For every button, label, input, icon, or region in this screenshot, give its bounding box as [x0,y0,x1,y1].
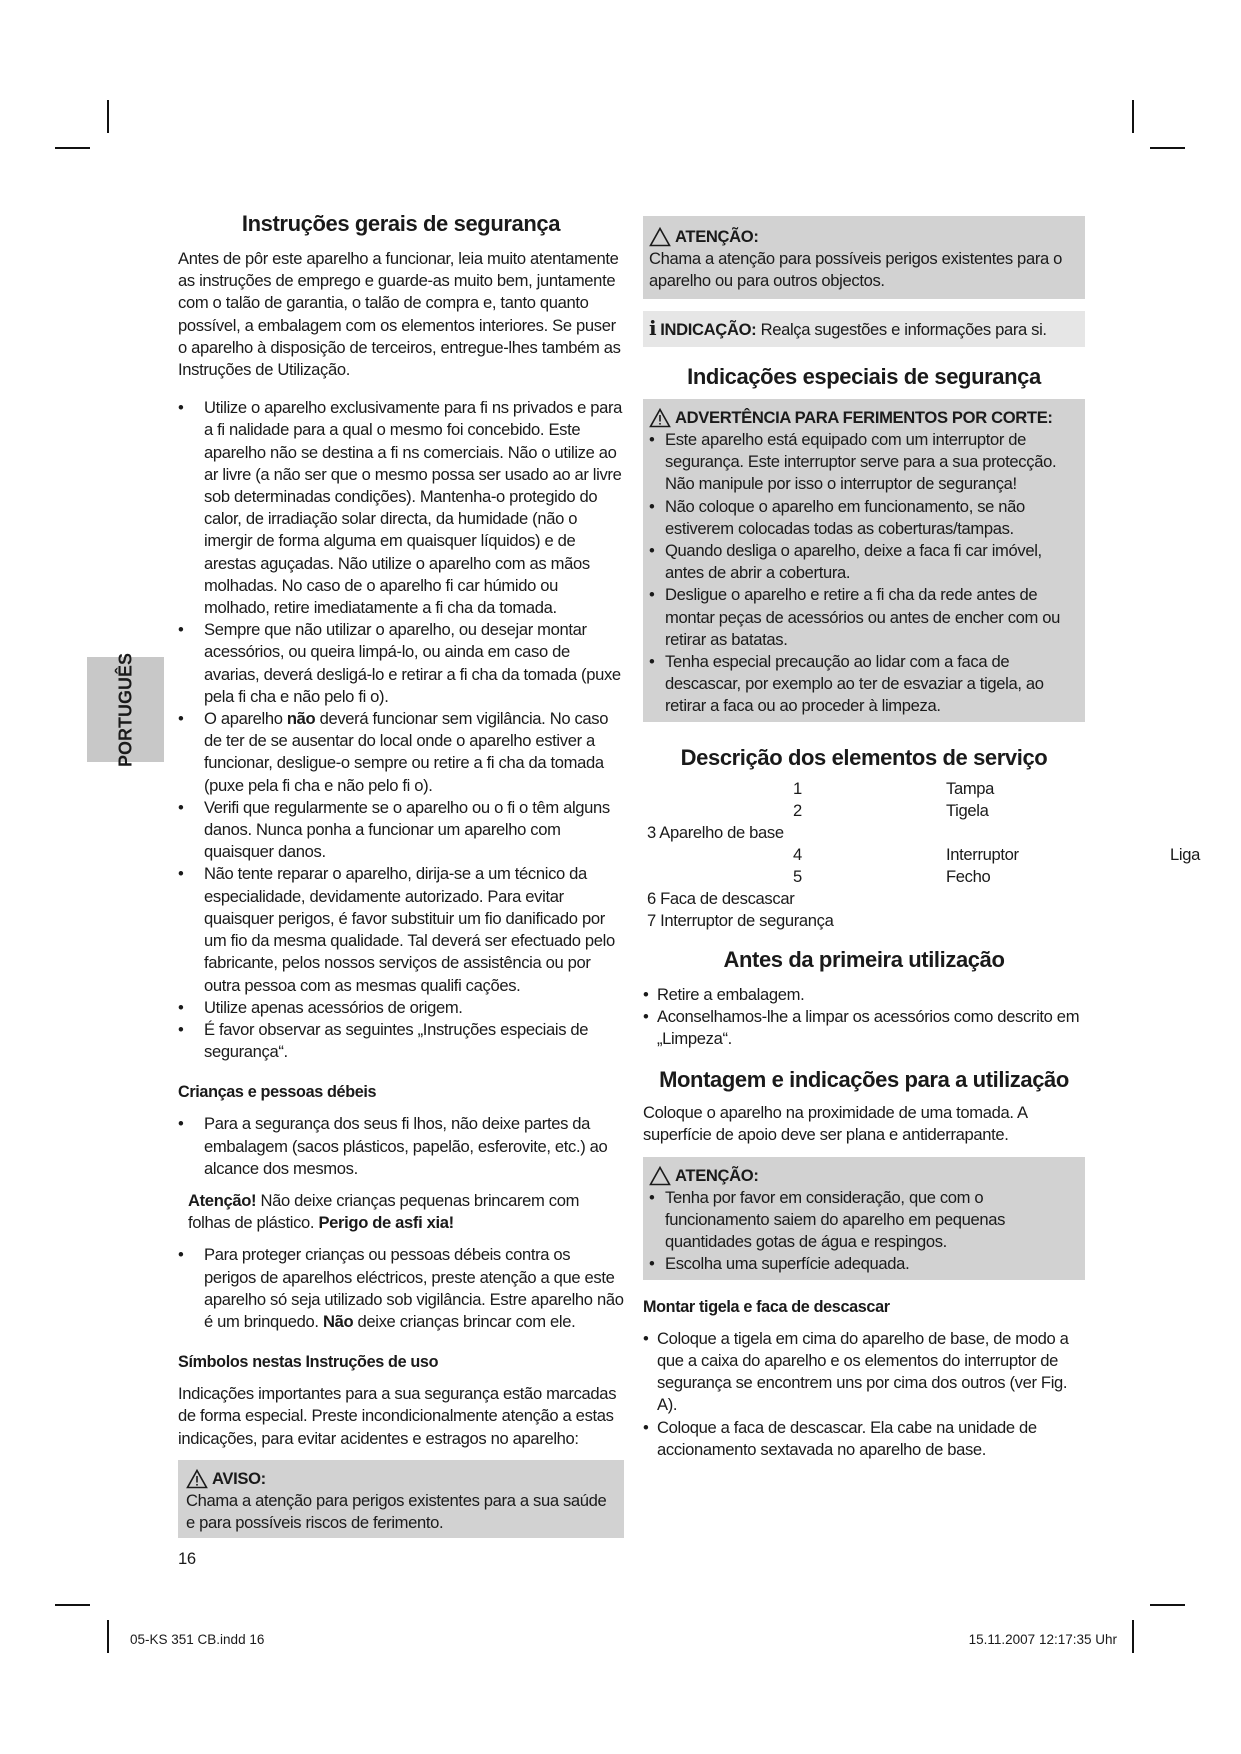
list-item: • Aconselhamos-lhe a limpar os acessórios como descrito em „Limpeza“. [643,1006,1085,1050]
language-tab [87,652,164,767]
aviso-text: Chama a atenção para perigos existentes para a sua saúde e para possíveis riscos de ferimento. [186,1490,607,1533]
children-list-2 [178,1244,624,1333]
caution-triangle-icon [649,227,671,247]
part-number: 1 [793,778,802,798]
page-number: 16 [178,1549,196,1569]
part-number: 4 [793,844,802,864]
section-title-first-use: Antes da primeira utilização [723,946,1005,972]
list-item: • Escolha uma superfície adequada. [649,1253,1077,1275]
list-item: • Este aparelho está equipado com um interruptor de segurança. Este interruptor serve para a sua protecção. Não manipule por isso o interruptor de segurança! [649,429,1077,496]
list-item: • Retire a embalagem. [643,984,1085,1006]
children-list [178,1113,624,1180]
symbols-paragraph: Indicações importantes para a sua segurança estão marcadas de forma especial. Preste incondicionalmente atenção a estas indicações, para evitar acidentes e estragos no aparelho: [178,1384,617,1448]
list-item: • Coloque a tigela em cima do aparelho de base, de modo a que a caixa do aparelho e os elementos do interruptor de segurança se encontrem uns por cima dos outros (ver Fig. A). [643,1328,1085,1417]
info-icon: i [649,315,657,340]
list-item: • Não coloque o aparelho em funcionamento, se não estiverem colocadas todas as coberturas/tampas. [649,496,1077,540]
part-label: Interruptor [946,844,1019,864]
assembly-paragraph: Coloque o aparelho na proximidade de uma tomada. A superfície de apoio deve ser plana e antiderrapante. [643,1103,1027,1145]
subsection-title-children: Crianças e pessoas débeis [178,1083,377,1102]
indicacao-text: i INDICAÇÃO: Realça sugestões e informações para si. [649,315,1047,340]
footer-datetime: 15.11.2007 12:17:35 Uhr [968,1632,1117,1647]
part-number: 2 [793,800,802,820]
part-row: 6 Faca de descascar [647,888,795,908]
section-title-parts: Descrição dos elementos de serviço [680,744,1048,770]
left-column [178,210,624,1571]
part-label-extra: Liga [1170,844,1200,864]
atencao2-heading: ATENÇÃO: [649,1165,1077,1187]
caution-triangle-icon [649,1166,671,1186]
atencao2-box [643,1157,1085,1280]
list-item: • Utilize o aparelho exclusivamente para fi ns privados e para a fi nalidade para a qual o mesmo foi concebido. Este aparelho não se destina a fi ns comerciais. Não o utilize ao ar livre (a não ser que o mesmo possa ser usado ao ar livre sob determinadas condições). Mantenha-o protegido do calor, de irradiação solar directa, da humidade (não o imergir de forma alguma em quaisquer líquidos) e de arestas aguçadas. Não utilize o aparelho com as mãos molhadas. No caso de o aparelho fi car húmido ou molhado, retire imediatamente a fi cha da tomada. [178,397,624,619]
list-item: • É favor observar as seguintes „Instruções especiais de segurança“. [178,1019,624,1063]
list-item: • Utilize apenas acessórios de origem. [178,997,624,1019]
crop-mark [1150,147,1185,149]
intro-paragraph: Antes de pôr este aparelho a funcionar, leia muito atentamente as instruções de emprego e guarde-as muito bem, juntamente com o talão de garantia, o talão de compra e, tanto quanto possível, a embalagem com os elementos interiores. Se puser o aparelho à disposição de terceiros, entregue-lhes também as Instruções de Utilização. [178,249,621,380]
subsection-title-bowl: Montar tigela e faca de descascar [643,1297,890,1316]
part-label: Fecho [946,866,991,886]
section-title-assembly: Montagem e indicações para a utilização [659,1067,1069,1093]
warning-triangle-icon [649,408,671,428]
part-row: 3 Aparelho de base [647,822,784,842]
cut-warning-heading: ADVERTÊNCIA PARA FERIMENTOS POR CORTE: [649,407,1077,429]
list-item: • Verifi que regularmente se o aparelho ou o fi o têm alguns danos. Nunca ponha a funcionar um aparelho com quaisquer danos. [178,797,624,864]
list-item: • Sempre que não utilizar o aparelho, ou desejar montar acessórios, ou queira limpá-lo, ou ainda em caso de avarias, deverá desligá-lo e retirar a fi cha da tomada (puxe pela fi cha e não pelo fi o). [178,619,624,708]
cut-warning-list [649,429,1077,718]
atencao2-list [649,1187,1077,1276]
list-item: • Tenha por favor em consideração, que com o funcionamento saiem do aparelho em pequenas quantidades gotas de água e respingos. [649,1187,1077,1254]
crop-mark [1132,100,1134,133]
language-tab-label: PORTUGUÊS [115,652,135,767]
warning-triangle-icon [186,1469,208,1489]
atencao-heading: ATENÇÃO: [649,226,1077,248]
first-use-list [643,984,1085,1051]
list-item: • O aparelho não deverá funcionar sem vigilância. No caso de ter de se ausentar do local onde o aparelho estiver a funcionar, desligue-o sempre ou retire a fi cha da tomada (puxe pela fi cha e não pelo fi o). [178,708,624,797]
part-number: 5 [793,866,802,886]
aviso-heading: AVISO: [186,1468,616,1490]
list-item: • Não tente reparar o aparelho, dirija-se a um técnico da especialidade, devidamente autorizado. Para evitar quaisquer perigos, é favor substituir um fio danificado por um fio da mesma qualidade. Tal deverá ser efectuado pelo fabricante, pelos nossos serviços de assistência ou por outra pessoa com as mesmas qualifi cações. [178,863,624,996]
list-item: • Para a segurança dos seus fi lhos, não deixe partes da embalagem (sacos plásticos, papelão, esferovite, etc.) ao alcance dos mesmos. [178,1113,624,1180]
crop-mark [1132,1620,1134,1653]
crop-mark [1150,1604,1185,1606]
atencao-box [643,216,1085,299]
safety-list [178,397,624,1063]
part-label: Tigela [946,800,989,820]
crop-mark [107,1620,109,1653]
indicacao-box [643,311,1085,347]
section-title-special-safety: Indicações especiais de segurança [687,363,1041,389]
list-item: • Quando desliga o aparelho, deixe a faca fi car imóvel, antes de abrir a cobertura. [649,540,1077,584]
atencao-text: Chama a atenção para possíveis perigos existentes para o aparelho ou para outros objectos. [649,249,1063,291]
parts-list [643,778,1200,930]
bowl-list [643,1328,1085,1461]
list-item: • Para proteger crianças ou pessoas débeis contra os perigos de aparelhos eléctricos, preste atenção a que este aparelho só seja utilizado sob vigilância. Estre aparelho não é um brinquedo. Não deixe crianças brincar com ele. [178,1244,624,1333]
right-column [643,216,1200,1461]
crop-mark [55,147,90,149]
cut-warning-box [643,399,1085,722]
list-item: • Coloque a faca de descascar. Ela cabe na unidade de accionamento sextavada no aparelho de base. [643,1417,1085,1461]
aviso-box [178,1460,624,1539]
list-item: • Desligue o aparelho e retire a fi cha da rede antes de montar peças de acessórios ou antes de encher com ou retirar as batatas. [649,584,1077,651]
part-row: 7 Interruptor de segurança [647,910,834,930]
attention-note: Atenção! Não deixe crianças pequenas brincarem com folhas de plástico. Perigo de asfi xia! [188,1190,580,1233]
section-title-general-safety: Instruções gerais de segurança [241,211,561,236]
footer-file: 05-KS 351 CB.indd 16 [130,1632,265,1647]
part-label: Tampa [946,778,995,798]
list-item: • Tenha especial precaução ao lidar com a faca de descascar, por exemplo ao ter de esvaziar a tigela, ao retirar a faca ou ao proceder à limpeza. [649,651,1077,718]
subsection-title-symbols: Símbolos nestas Instruções de uso [178,1353,439,1372]
crop-mark [107,100,109,133]
crop-mark [55,1604,90,1606]
